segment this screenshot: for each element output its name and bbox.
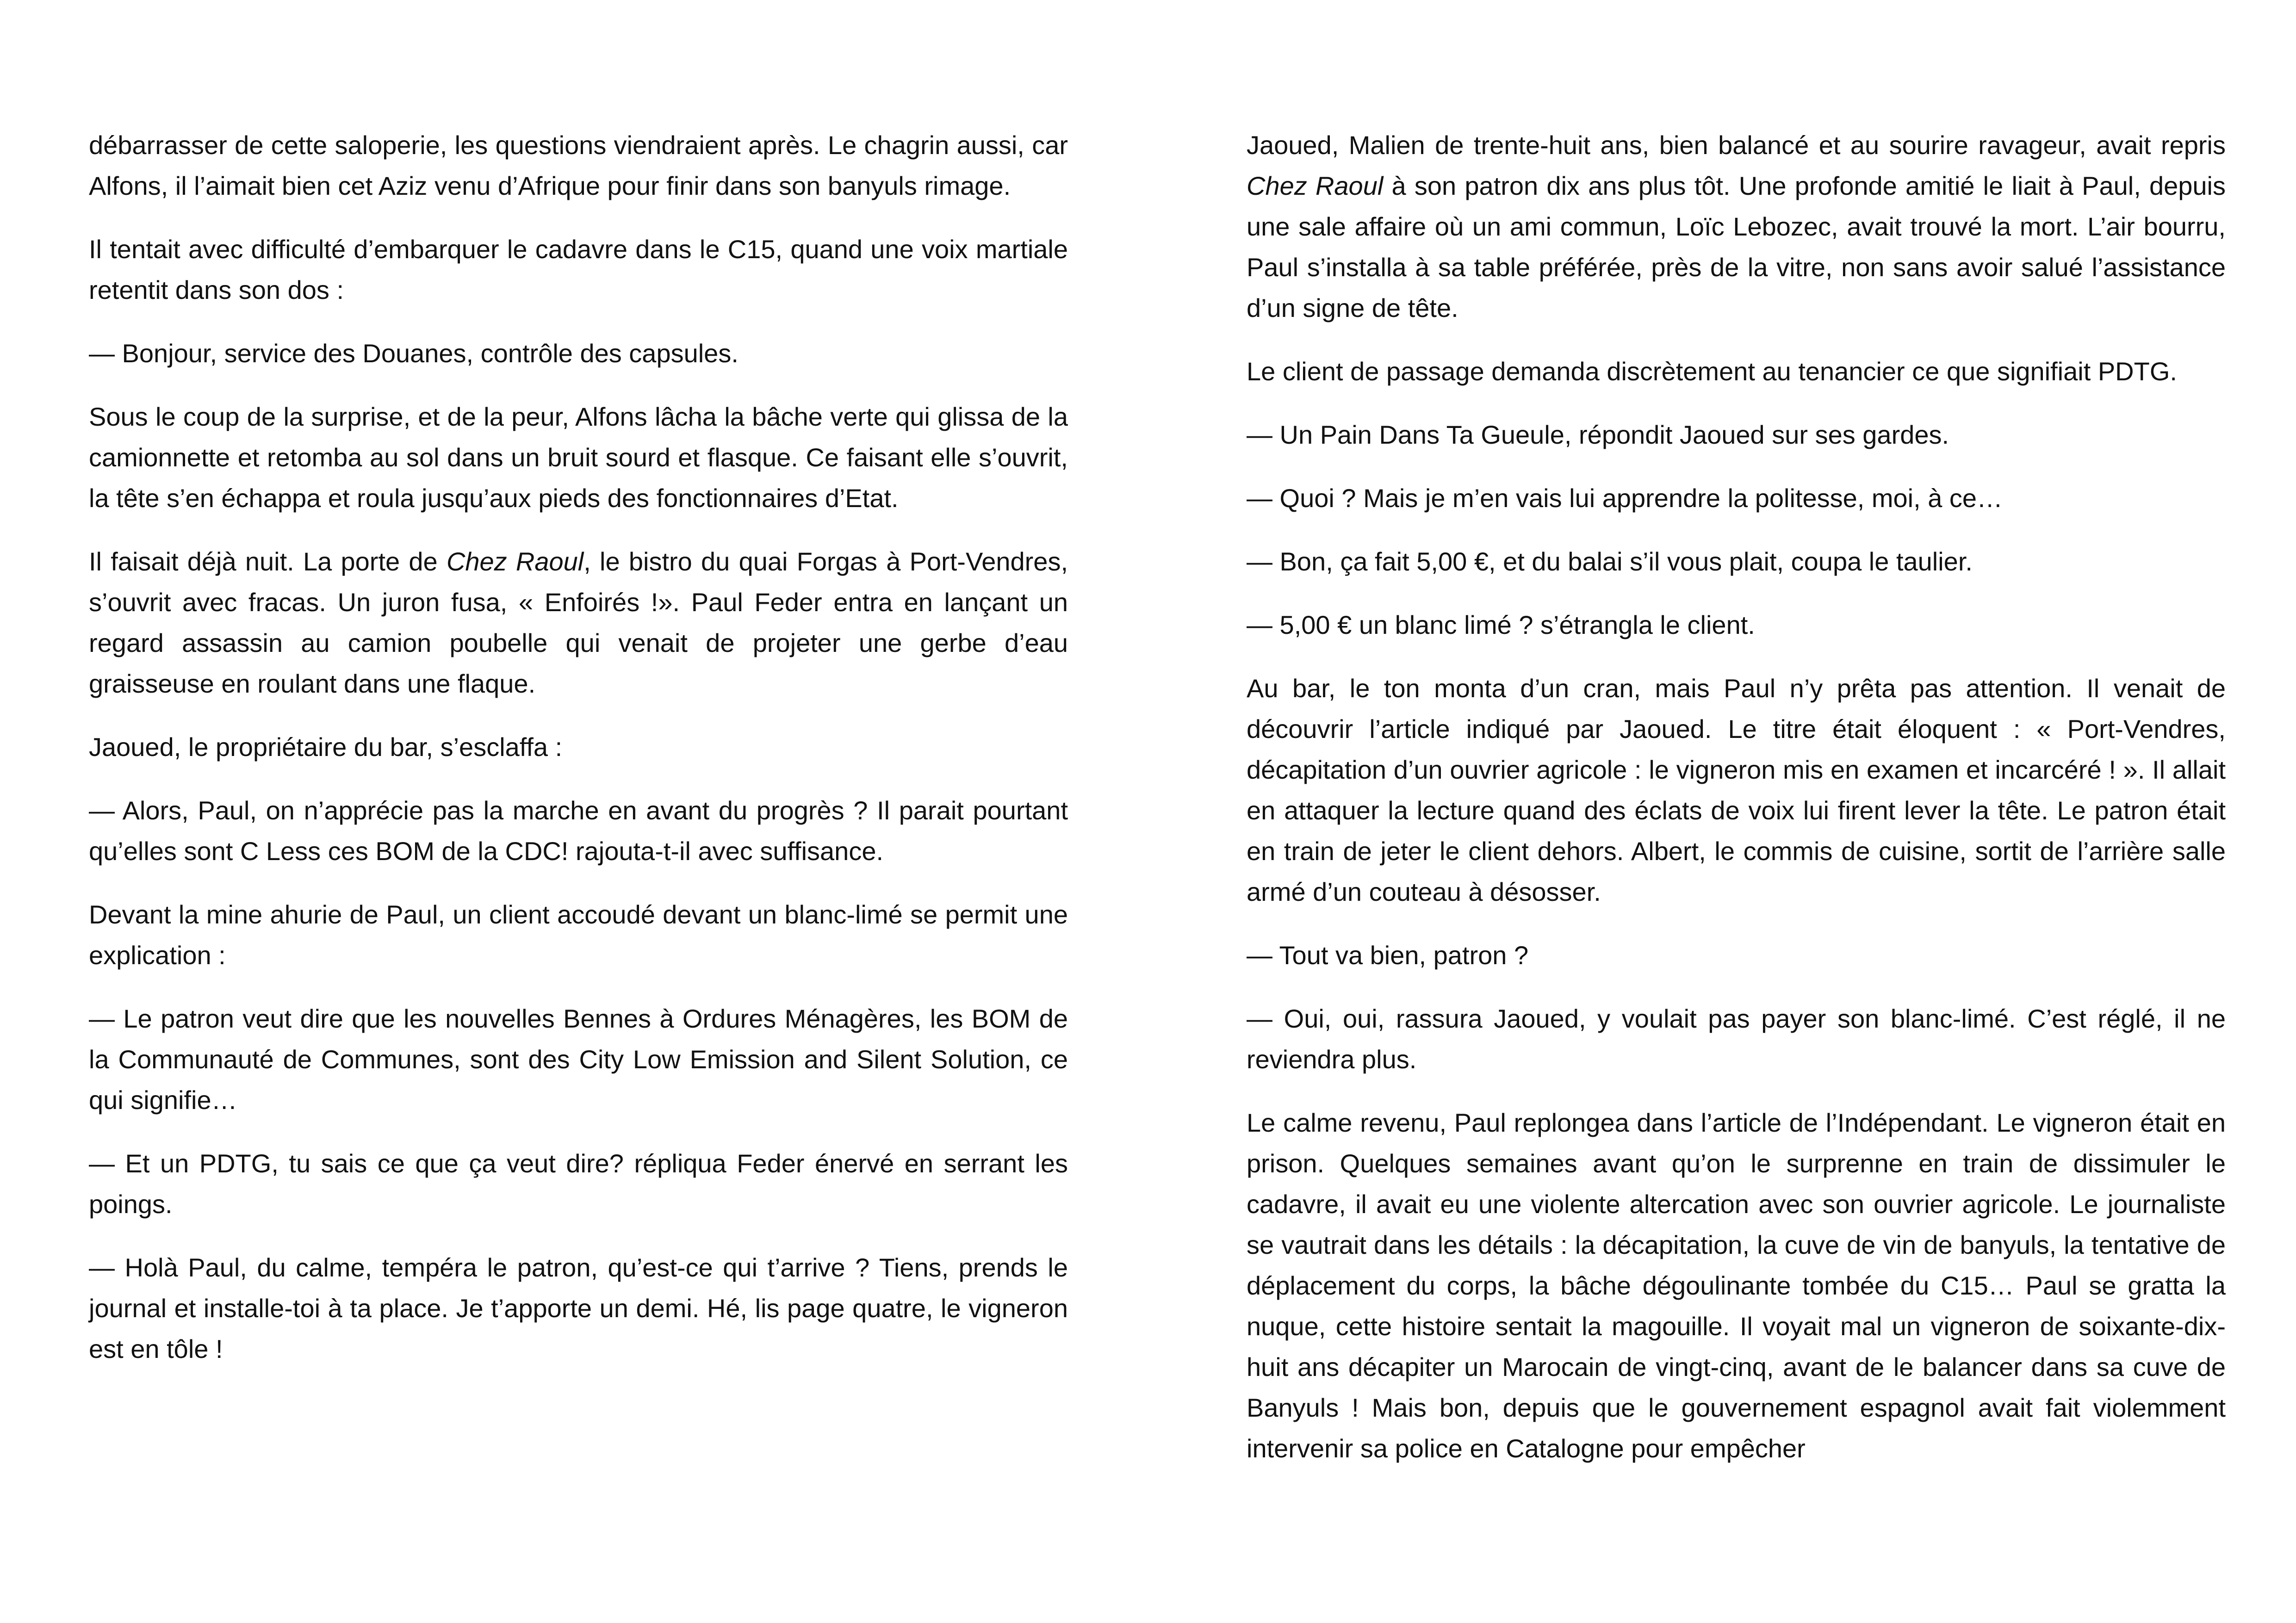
text-segment: — 5,00 € un blanc limé ? s’étrangla le client. — [1247, 610, 1755, 639]
text-segment: — Quoi ? Mais je m’en vais lui apprendre la politesse, moi, à ce… — [1247, 483, 2003, 513]
paragraph — [1247, 125, 2226, 328]
paragraph — [1247, 541, 2226, 582]
italic-text: Chez Raoul — [1247, 171, 1384, 200]
paragraph — [1247, 668, 2226, 912]
text-segment: , le bistro du quai Forgas à Port-Vendres, s’ouvrit avec fracas. Un juron fusa, « Enfoirés !». Paul Feder entra en lançant un regard assassin au camion poubelle qui venait de projeter une gerbe d’eau graisseuse en roulant dans une flaque. — [89, 547, 1068, 698]
paragraph — [1247, 351, 2226, 392]
text-segment: Jaoued, Malien de trente-huit ans, bien balancé et au sourire ravageur, avait repris — [1247, 130, 2226, 160]
paragraph — [1247, 935, 2226, 976]
paragraph — [89, 1247, 1068, 1369]
paragraph — [1247, 998, 2226, 1080]
text-segment: Il faisait déjà nuit. La porte de — [89, 547, 447, 576]
text-segment: Il tentait avec difficulté d’embarquer le cadavre dans le C15, quand une voix martiale retentit dans son dos : — [89, 235, 1068, 304]
text-segment: — Alors, Paul, on n’apprécie pas la marche en avant du progrès ? Il parait pourtant qu’elles sont C Less ces BOM de la CDC! rajouta-t-il avec suffisance. — [89, 796, 1068, 866]
text-segment: débarrasser de cette saloperie, les questions viendraient après. Le chagrin aussi, car Alfons, il l’aimait bien cet Aziz venu d’Afrique pour finir dans son banyuls rimage. — [89, 130, 1068, 200]
text-segment: — Un Pain Dans Ta Gueule, répondit Jaoued sur ses gardes. — [1247, 420, 1949, 449]
text-segment: — Tout va bien, patron ? — [1247, 941, 1529, 970]
paragraph — [1247, 478, 2226, 519]
text-segment: — Et un PDTG, tu sais ce que ça veut dire? répliqua Feder énervé en serrant les poings. — [89, 1149, 1068, 1219]
italic-text: Chez Raoul — [446, 547, 584, 576]
text-segment: — Le patron veut dire que les nouvelles Bennes à Ordures Ménagères, les BOM de la Communauté de Communes, sont des City Low Emission and Silent Solution, ce qui signifie… — [89, 1004, 1068, 1115]
paragraph — [89, 125, 1068, 206]
right-column — [1247, 125, 2226, 1492]
text-segment: — Oui, oui, rassura Jaoued, y voulait pas payer son blanc-limé. C’est réglé, il ne reviendra plus. — [1247, 1004, 2226, 1074]
text-segment: Sous le coup de la surprise, et de la peur, Alfons lâcha la bâche verte qui glissa de la camionnette et retomba au sol dans un bruit sourd et flasque. Ce faisant elle s’ouvrit, la tête s’en échappa et roula jusqu’aux pieds des fonctionnaires d’Etat. — [89, 402, 1068, 513]
paragraph — [89, 541, 1068, 704]
paragraph — [89, 998, 1068, 1121]
paragraph — [89, 1143, 1068, 1225]
paragraph — [1247, 1103, 2226, 1469]
paragraph — [1247, 605, 2226, 645]
paragraph — [89, 790, 1068, 872]
text-segment: Le calme revenu, Paul replongea dans l’article de l’Indépendant. Le vigneron était en prison. Quelques semaines avant qu’on le surprenne en train de dissimuler le cadavre, il avait eu une violente altercation avec son ouvrier agricole. Le journaliste se vautrait dans les détails : la décapitation, la cuve de vin de banyuls, la tentative de déplacement du corps, la bâche dégoulinante tombée du C15… Paul se gratta la nuque, cette histoire sentait la magouille. Il voyait mal un vigneron de soixante-dix-huit ans décapiter un Marocain de vingt-cinq, avant de le balancer dans sa cuve de Banyuls ! Mais bon, depuis que le gouvernement espagnol avait fait violemment intervenir sa police en Catalogne pour empêcher — [1247, 1108, 2226, 1463]
text-segment: — Bon, ça fait 5,00 €, et du balai s’il vous plait, coupa le taulier. — [1247, 547, 1973, 576]
paragraph — [1247, 415, 2226, 455]
paragraph — [89, 894, 1068, 976]
left-column — [89, 125, 1068, 1392]
text-segment: Au bar, le ton monta d’un cran, mais Paul n’y prêta pas attention. Il venait de découvrir l’article indiqué par Jaoued. Le titre était éloquent : « Port-Vendres, décapitation d’un ouvrier agricole : le vigneron mis en examen et incarcéré ! ». Il allait en attaquer la lecture quand des éclats de voix lui firent lever la tête. Le patron était en train de jeter le client dehors. Albert, le commis de cuisine, sortit de l’arrière salle armé d’un couteau à désosser. — [1247, 674, 2226, 906]
paragraph — [89, 727, 1068, 768]
text-segment: Le client de passage demanda discrètement au tenancier ce que signifiait PDTG. — [1247, 357, 2177, 386]
paragraph — [89, 333, 1068, 374]
text-segment: à son patron dix ans plus tôt. Une profonde amitié le liait à Paul, depuis une sale affaire où un ami commun, Loïc Lebozec, avait trouvé la mort. L’air bourru, Paul s’installa à sa table préférée, près de la vitre, non sans avoir salué l’assistance d’un signe de tête. — [1247, 171, 2226, 322]
text-segment: Jaoued, le propriétaire du bar, s’esclaffa : — [89, 732, 563, 762]
text-segment: Devant la mine ahurie de Paul, un client accoudé devant un blanc-limé se permit une explication : — [89, 900, 1068, 970]
text-segment: — Holà Paul, du calme, tempéra le patron, qu’est-ce qui t’arrive ? Tiens, prends le journal et installe-toi à ta place. Je t’apporte un demi. Hé, lis page quatre, le vigneron est en tôle ! — [89, 1253, 1068, 1363]
paragraph — [89, 396, 1068, 519]
text-segment: — Bonjour, service des Douanes, contrôle des capsules. — [89, 339, 738, 368]
paragraph — [89, 229, 1068, 310]
